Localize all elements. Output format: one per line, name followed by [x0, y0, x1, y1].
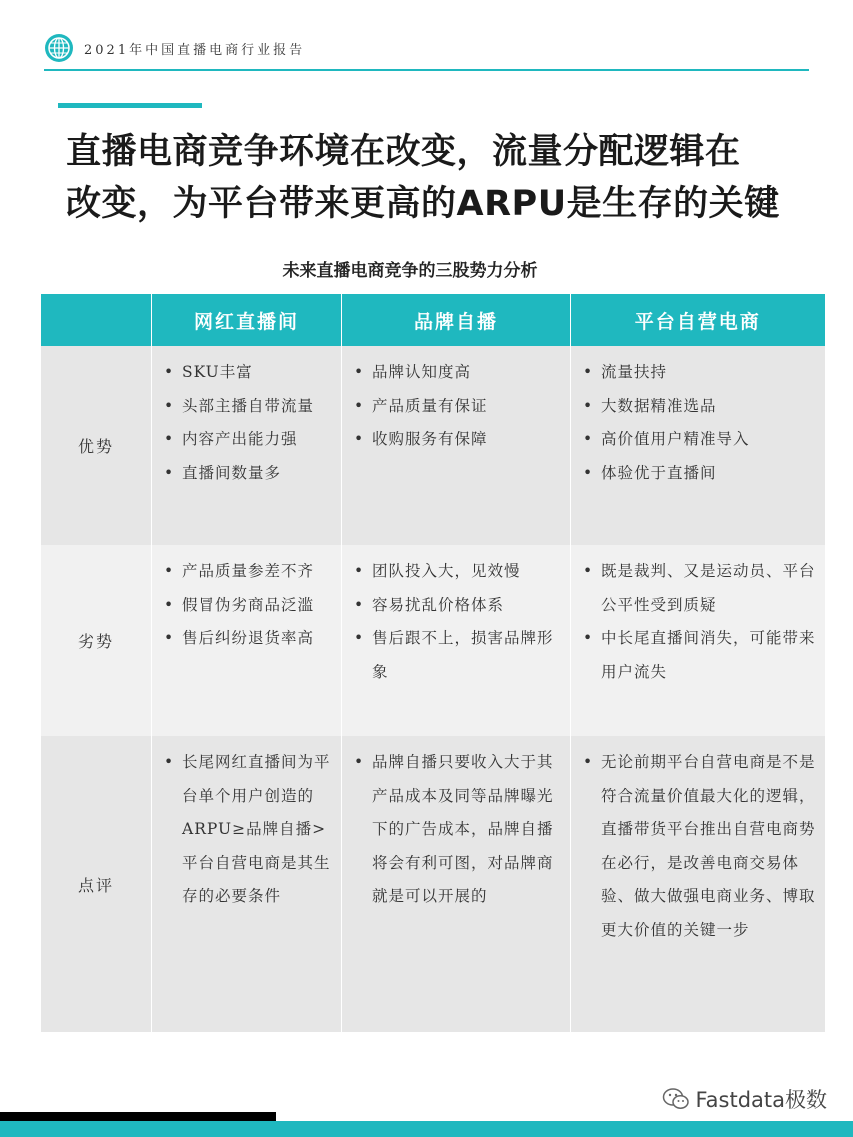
footer-bar-black: [0, 1112, 276, 1121]
table-cell: [342, 346, 571, 545]
table-cell: [571, 736, 825, 1032]
table-cell: [342, 736, 571, 1032]
accent-bar: [58, 103, 202, 108]
column-header-influencer: 网红直播间: [152, 294, 342, 346]
header-divider: [44, 69, 809, 71]
bullet-item: • 大数据精准选品: [581, 390, 817, 424]
bullet-item: • 体验优于直播间: [581, 457, 817, 491]
watermark-text: Fastdata极数: [695, 1088, 827, 1112]
page-headline: [66, 126, 826, 230]
headline-line-1: 直播电商竞争环境在改变，流量分配逻辑在: [66, 132, 741, 172]
bullet-item: • 售后跟不上，损害品牌形象: [352, 622, 562, 689]
bullet-item: • 售后纠纷退货率高: [162, 622, 333, 656]
table-cell: [342, 545, 571, 736]
wechat-icon: [662, 1087, 690, 1111]
globe-icon: [44, 33, 74, 63]
bullet-item: • 既是裁判、又是运动员、平台公平性受到质疑: [581, 555, 817, 622]
bullet-item: • SKU丰富: [162, 356, 333, 390]
bullet-item: • 团队投入大，见效慢: [352, 555, 562, 589]
bullet-item: • 品牌自播只要收入大于其产品成本及同等品牌曝光下的广告成本，品牌自播将会有利可图，对品牌商就是可以开展的: [352, 746, 562, 914]
table-header-row: [41, 294, 825, 346]
column-header-platform: 平台自营电商: [571, 294, 825, 346]
bullet-item: • 产品质量有保证: [352, 390, 562, 424]
bullet-item: • 产品质量参差不齐: [162, 555, 333, 589]
report-title: 2021年中国直播电商行业报告: [84, 42, 306, 58]
table-cell: [571, 545, 825, 736]
bullet-item: • 长尾网红直播间为平台单个用户创造的ARPU≥品牌自播>平台自营电商是其生存的必要条件: [162, 746, 333, 914]
bullet-item: • 品牌认知度高: [352, 356, 562, 390]
comparison-table: [40, 294, 825, 1032]
table-cell: [571, 346, 825, 545]
bullet-item: • 流量扶持: [581, 356, 817, 390]
bullet-item: • 中长尾直播间消失，可能带来用户流失: [581, 622, 817, 689]
table-cell: [152, 736, 342, 1032]
row-label: 点评: [41, 736, 152, 1032]
table-row: [41, 545, 825, 736]
bullet-item: • 假冒伪劣商品泛滥: [162, 589, 333, 623]
bullet-item: • 容易扰乱价格体系: [352, 589, 562, 623]
column-header-blank: [41, 294, 152, 346]
table-cell: [152, 346, 342, 545]
bullet-item: • 头部主播自带流量: [162, 390, 333, 424]
bullet-item: • 收购服务有保障: [352, 423, 562, 457]
table-row: [41, 736, 825, 1032]
table-cell: [152, 545, 342, 736]
bullet-item: • 直播间数量多: [162, 457, 333, 491]
row-label: 劣势: [41, 545, 152, 736]
footer-bar-teal: [0, 1121, 853, 1137]
bullet-item: • 内容产出能力强: [162, 423, 333, 457]
bullet-item: • 高价值用户精准导入: [581, 423, 817, 457]
column-header-brand: 品牌自播: [342, 294, 571, 346]
row-label: 优势: [41, 346, 152, 545]
headline-line-2: 改变，为平台带来更高的ARPU是生存的关键: [66, 184, 780, 224]
table-row: [41, 346, 825, 545]
report-header: [44, 32, 305, 64]
table-caption: 未来直播电商竞争的三股势力分析: [282, 261, 538, 281]
bullet-item: • 无论前期平台自营电商是不是符合流量价值最大化的逻辑，直播带货平台推出自营电商势在必行，是改善电商交易体验、做大做强电商业务、博取更大价值的关键一步: [581, 746, 817, 947]
watermark: [662, 1084, 828, 1114]
